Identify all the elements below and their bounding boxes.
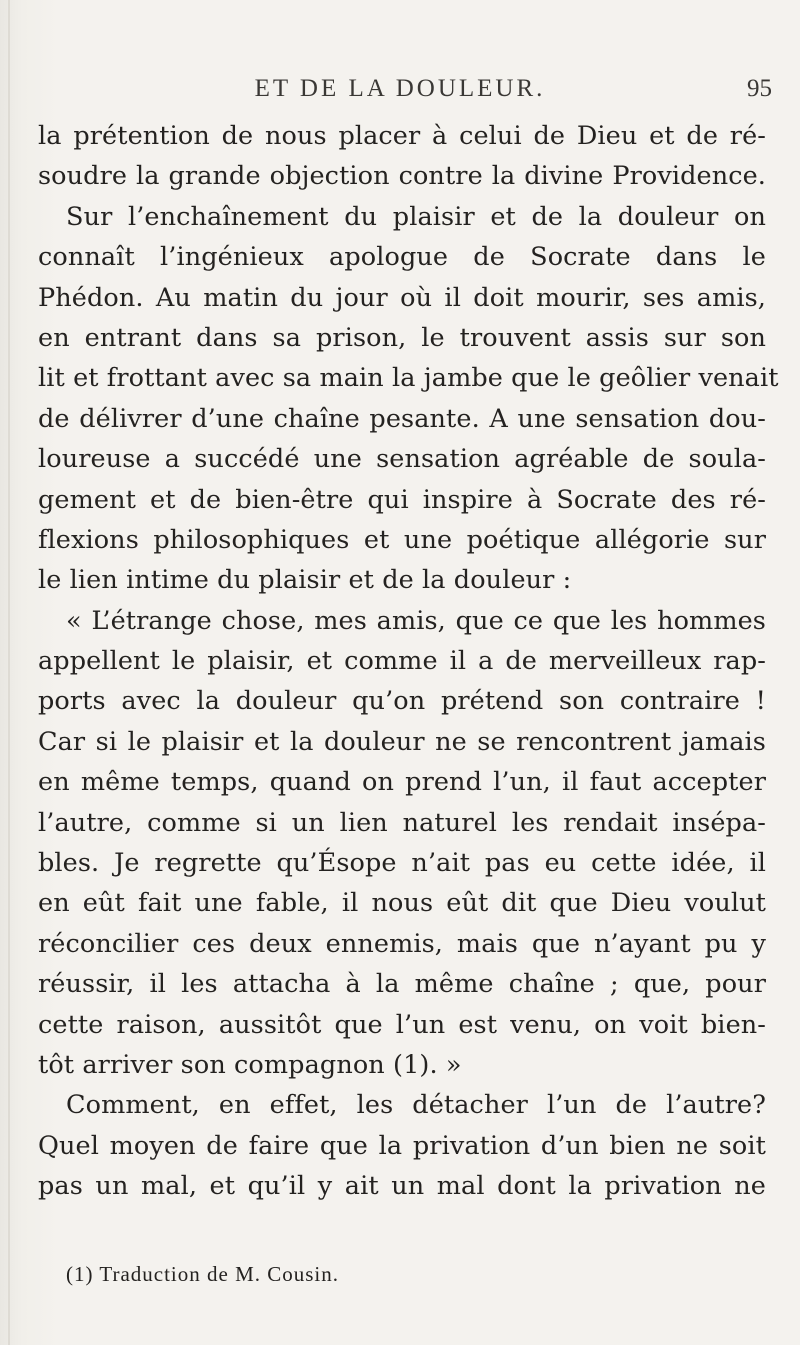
text-line: lit et frottant avec sa main la jambe que le geôlier venait	[38, 363, 779, 394]
text-line: de délivrer d’une chaîne pesante. A une sensation dou-	[38, 403, 766, 434]
text-line: réussir, il les attacha à la même chaîne ; que, pour	[38, 969, 766, 1000]
text-line: l’autre, comme si un lien naturel les rendait insépa-	[38, 807, 766, 838]
body-text	[38, 116, 779, 1207]
text-line: loureuse a succédé une sensation agréable de soula-	[38, 444, 766, 475]
text-line: Comment, en effet, les détacher l’un de l’autre?	[66, 1090, 766, 1121]
page-number: 95	[747, 75, 772, 102]
text-line: « L’étrange chose, mes amis, que ce que les hommes	[66, 605, 766, 636]
text-line: Car si le plaisir et la douleur ne se rencontrent jamais	[38, 726, 766, 757]
text-line: soudre la grande objection contre la divine Providence.	[38, 161, 766, 192]
text-line: pas un mal, et qu’il y ait un mal dont la privation ne	[38, 1171, 766, 1202]
text-line: Quel moyen de faire que la privation d’un bien ne soit	[38, 1130, 766, 1161]
page-edge-shadow	[8, 0, 10, 1345]
running-head: ET DE LA DOULEUR.	[254, 75, 546, 102]
text-line: flexions philosophiques et une poétique allégorie sur	[38, 524, 766, 555]
text-line: cette raison, aussitôt que l’un est venu, on voit bien-	[38, 1009, 766, 1040]
text-line: en entrant dans sa prison, le trouvent assis sur son	[38, 322, 766, 353]
text-line: appellent le plaisir, et comme il a de merveilleux rap-	[38, 646, 766, 677]
text-line: ports avec la douleur qu’on prétend son contraire !	[38, 686, 766, 717]
text-line: connaît l’ingénieux apologue de Socrate dans le	[38, 242, 766, 273]
text-line: bles. Je regrette qu’Ésope n’ait pas eu cette idée, il	[38, 848, 766, 879]
page-header	[0, 72, 800, 106]
footnote: (1) Traduction de M. Cousin.	[66, 1262, 340, 1286]
text-line: réconcilier ces deux ennemis, mais que n’ayant pu y	[38, 928, 766, 959]
text-line: Sur l’enchaînement du plaisir et de la douleur on	[66, 201, 766, 232]
text-line: gement et de bien-être qui inspire à Socrate des ré-	[38, 484, 766, 515]
text-line: la prétention de nous placer à celui de Dieu et de ré-	[38, 121, 766, 151]
text-line: Phédon. Au matin du jour où il doit mourir, ses amis,	[38, 282, 766, 313]
text-line: tôt arriver son compagnon (1). »	[38, 1049, 462, 1080]
text-line: le lien intime du plaisir et de la douleur :	[38, 565, 572, 596]
text-line: en même temps, quand on prend l’un, il faut accepter	[38, 767, 766, 798]
text-line: en eût fait une fable, il nous eût dit que Dieu voulut	[38, 888, 766, 919]
